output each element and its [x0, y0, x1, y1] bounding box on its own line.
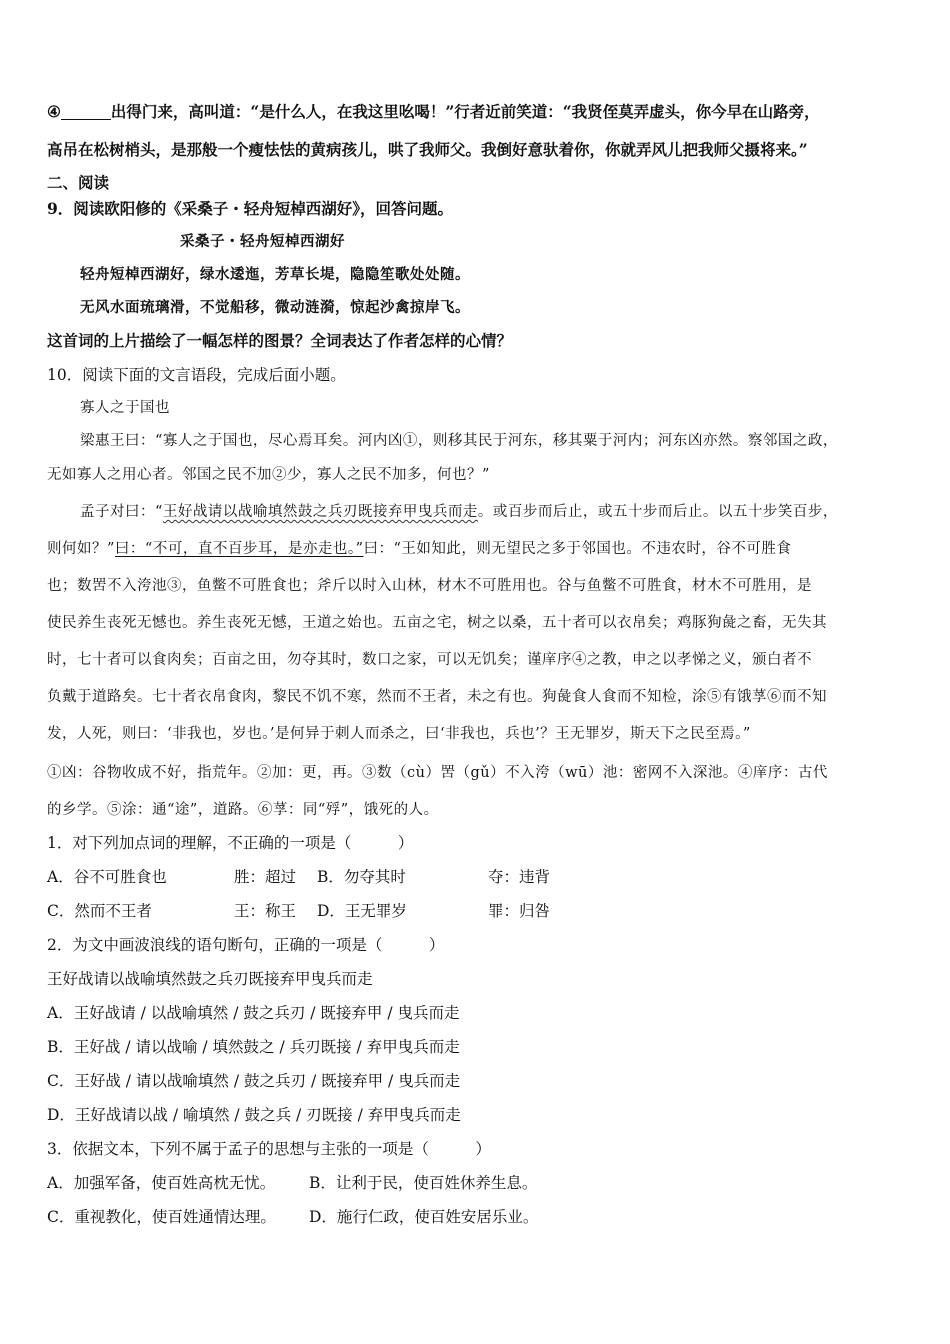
option-d[interactable]: D．王无罪岁	[317, 902, 407, 920]
section-heading: 二、阅读	[47, 173, 110, 192]
poem-line: 无风水面琉璃滑，不觉船移，微动涟漪，惊起沙禽掠岸飞。	[80, 299, 470, 316]
passage-line: 发，人死，则曰：‘非我也，岁也。’是何异于刺人而杀之，曰‘非我也，兵也’？王无罪岁，斯天下之民至焉。”	[47, 726, 751, 742]
option-d-gloss: 罪：归咎	[488, 902, 551, 920]
option-a[interactable]: A．加强军备，使百姓高枕无忧。	[47, 1174, 276, 1192]
passage-line: 负戴于道路矣。七十者衣帛食肉，黎民不饥不寒，然而不王者，未之有也。狗彘食人食而不知检，涂⑤有饿莩⑥而不知	[47, 689, 827, 705]
passage-line: 孟子对曰：“王好战请以战喻填然鼓之兵刃既接弃甲曳兵而走。或百步而后止，或五十步而后止。以五十步笑百步，	[80, 504, 838, 520]
subquestion-2-sentence: 王好战请以战喻填然鼓之兵刃既接弃甲曳兵而走	[47, 970, 373, 988]
subquestion-1-stem: 1．对下列加点词的理解，不正确的一项是（ ）	[47, 834, 414, 852]
subquestion-3-stem: 3．依据文本，下列不属于孟子的思想与主张的一项是（ ）	[47, 1140, 491, 1158]
option-b-gloss: 夺：违背	[488, 868, 551, 886]
passage-line: 时，七十者可以食肉矣；百亩之田，勿夺其时，数口之家，可以无饥矣；谨庠序④之教，申之以孝悌之义，颁白者不	[47, 652, 812, 668]
poem-line: 轻舟短棹西湖好，绿水逶迤，芳草长堤，隐隐笙歌处处随。	[80, 266, 470, 283]
subquestion-2-stem: 2．为文中画波浪线的语句断句，正确的一项是（ ）	[47, 936, 445, 954]
question-10-prompt: 10．阅读下面的文言语段，完成后面小题。	[47, 366, 346, 384]
passage-line: 梁惠王曰：“寡人之于国也，尽心焉耳矣。河内凶①，则移其民于河东，移其粟于河内；河东凶亦然。察邻国之政，	[80, 433, 838, 449]
passage-line: 则何如？”曰：“不可，直不百步耳，是亦走也。”曰：“王如知此，则无望民之多于邻国也。不违农时，谷不可胜食	[47, 541, 792, 557]
passage-line: 也；数罟不入洿池③，鱼鳖不可胜食也；斧斤以时入山林，材木不可胜用也。谷与鱼鳖不可胜食，材木不可胜用，是	[47, 578, 812, 594]
fill-blank[interactable]	[61, 103, 111, 120]
passage-line: 使民养生丧死无憾也。养生丧死无憾，王道之始也。五亩之宅，树之以桑，五十者可以衣帛矣；鸡豚狗彘之畜，无失其	[47, 615, 827, 631]
subquestion-1-option-row	[47, 867, 167, 887]
option-c[interactable]: C．重视教化，使百姓通情达理。	[47, 1208, 276, 1226]
option-a[interactable]: A．王好战请 / 以战喻填然 / 鼓之兵刃 / 既接弃甲 / 曳兵而走	[47, 1004, 460, 1022]
question-8-item-4-line2: 高吊在松树梢头，是那般一个瘦怯怯的黄病孩儿，哄了我师父。我倒好意驮着你，你就弄风儿把我师父摄将来。”	[47, 140, 808, 159]
option-a-gloss: 胜：超过	[234, 868, 297, 886]
option-c-gloss: 王：称王	[234, 902, 297, 920]
option-b[interactable]: B．让利于民，使百姓休养生息。	[309, 1174, 538, 1192]
question-8-item-4-line1: ④ 出得门来，高叫道：“是什么人，在我这里吆喝！”行者近前笑道：“我贤侄莫弄虚头，你今早在山路旁，	[47, 102, 820, 121]
wavy-underlined-sentence: 王好战请以战喻填然鼓之兵刃既接弃甲曳兵而走	[162, 504, 478, 520]
passage-title: 寡人之于国也	[80, 400, 170, 416]
underlined-sentence: 曰：“不可，直不百步耳，是亦走也。”	[114, 541, 364, 557]
poem-title: 采桑子・轻舟短棹西湖好	[180, 233, 345, 250]
option-d[interactable]: D．施行仁政，使百姓安居乐业。	[309, 1208, 539, 1226]
passage-line: 无如寡人之用心者。邻国之民不加②少，寡人之民不加多，何也？”	[47, 467, 490, 483]
question-9-prompt: 9．阅读欧阳修的《采桑子・轻舟短棹西湖好》，回答问题。	[47, 199, 454, 218]
option-c[interactable]: C．王好战 / 请以战喻填然 / 鼓之兵刃 / 既接弃甲 / 曳兵而走	[47, 1072, 461, 1090]
footnote-line: 的乡学。⑤涂：通“途”，道路。⑥莩：同“殍”，饿死的人。	[47, 802, 439, 818]
option-b[interactable]: B．王好战 / 请以战喻 / 填然鼓之 / 兵刃既接 / 弃甲曳兵而走	[47, 1038, 460, 1056]
option-b[interactable]: B．勿夺其时	[317, 868, 406, 886]
option-a[interactable]: A．谷不可胜食也	[47, 868, 167, 886]
question-9-question: 这首词的上片描绘了一幅怎样的图景？全词表达了作者怎样的心情？	[47, 331, 513, 350]
option-c[interactable]: C．然而不王者	[47, 902, 152, 920]
footnote-line: ①凶：谷物收成不好，指荒年。②加：更，再。③数（cù）罟（gǔ）不入洿（wū）池：密网不入深池。④庠序：古代	[47, 765, 828, 781]
circle-number: ④	[47, 102, 61, 121]
option-d[interactable]: D．王好战请以战 / 喻填然 / 鼓之兵 / 刃既接 / 弃甲曳兵而走	[47, 1106, 461, 1124]
